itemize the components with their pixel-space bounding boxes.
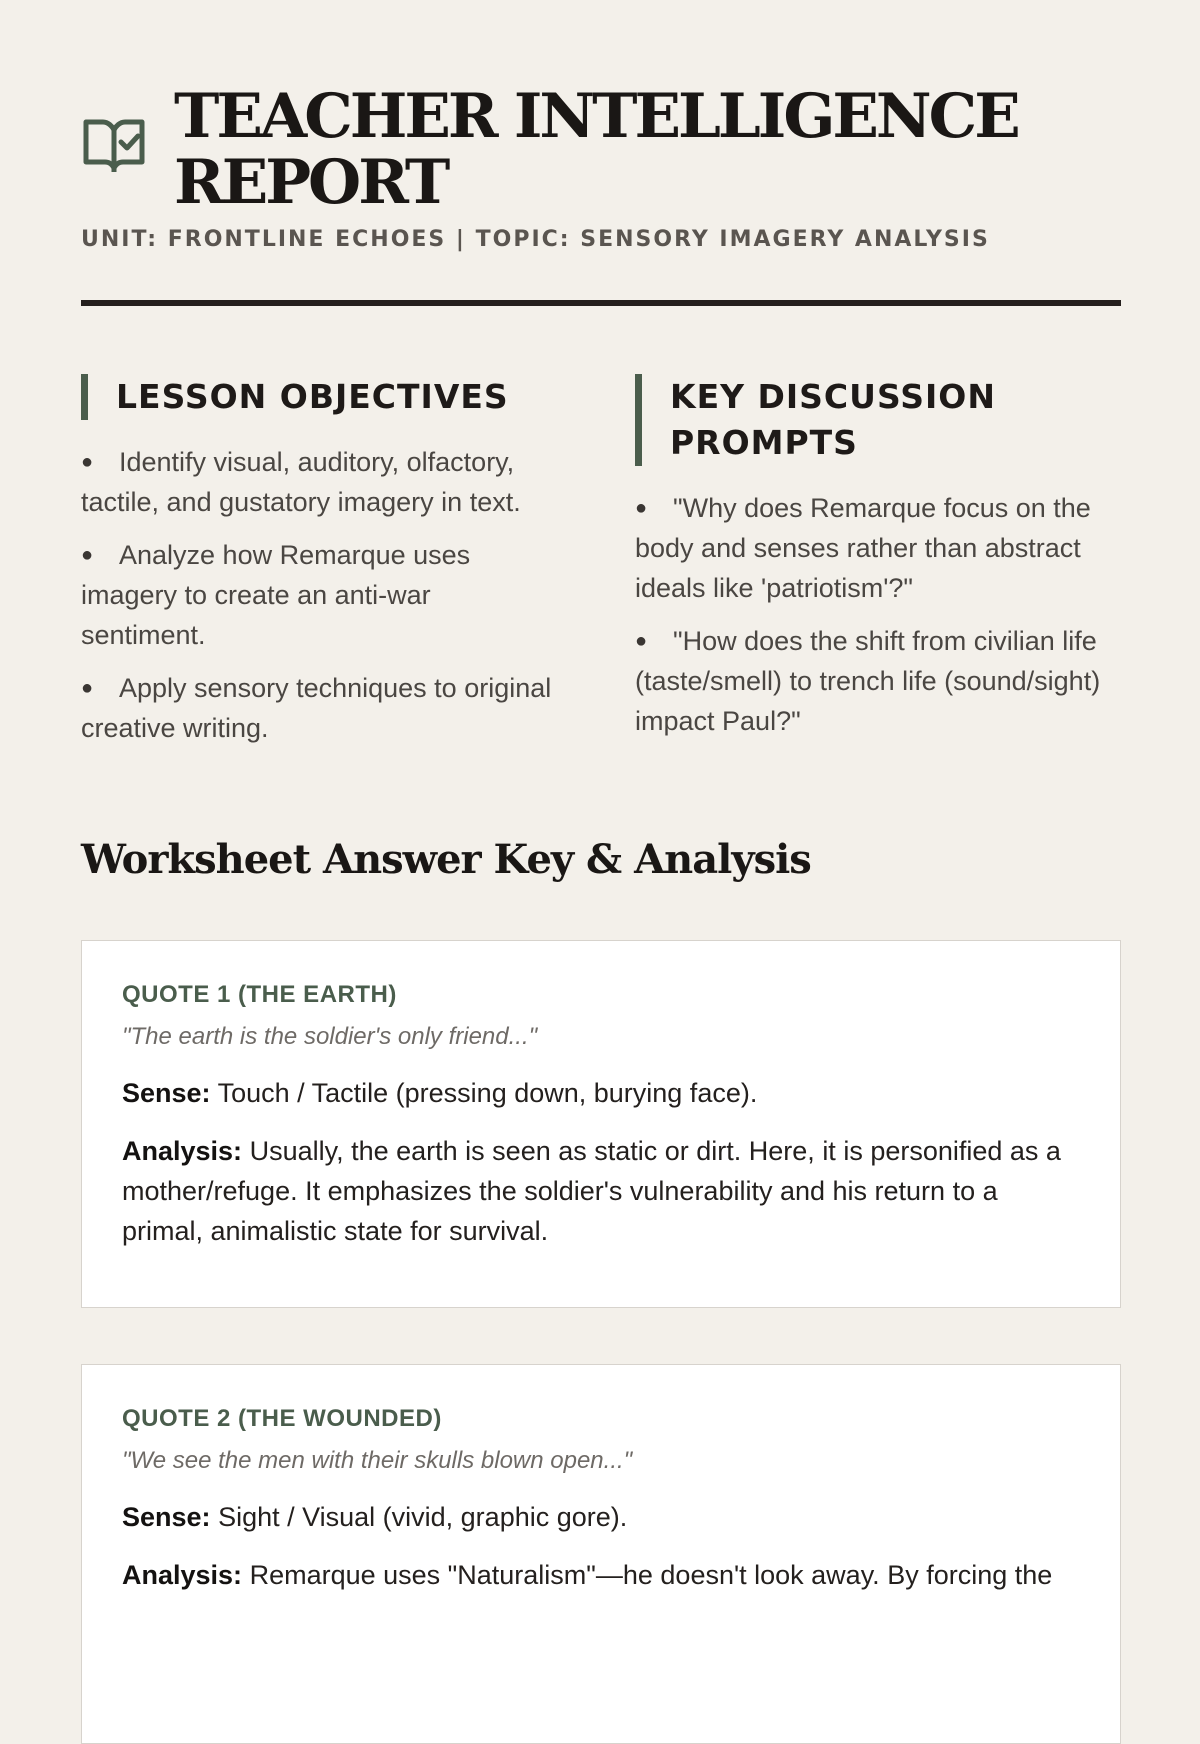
lesson-objectives-list [81, 442, 561, 748]
bullet-icon: ● [635, 497, 648, 519]
page-title: TEACHER INTELLIGENCE REPORT [174, 81, 1018, 218]
analysis-label: Analysis: [122, 1560, 243, 1590]
list-item [81, 535, 561, 655]
header-divider [81, 300, 1121, 306]
objective-text: Apply sensory techniques to original creative writing. [81, 673, 552, 743]
discussion-prompts-list [635, 488, 1121, 741]
lesson-objectives-heading: LESSON OBJECTIVES [81, 374, 561, 420]
sense-line [122, 1497, 1080, 1537]
sense-label: Sense: [122, 1078, 211, 1108]
quote-label: QUOTE 1 (THE EARTH) [122, 981, 397, 1008]
list-item [635, 621, 1121, 741]
quote-card [81, 1364, 1121, 1744]
sense-value: Sight / Visual (vivid, graphic gore). [218, 1502, 628, 1532]
bullet-icon: ● [81, 677, 94, 699]
list-item [81, 668, 561, 748]
analysis-value: Usually, the earth is seen as static or dirt. Here, it is personified as a mother/refuge. It emphasizes the soldier's vulnerability and his return to a primal, animalistic state for survival. [122, 1136, 1061, 1246]
answer-key-heading: Worksheet Answer Key & Analysis [81, 836, 811, 883]
quote-text: "The earth is the soldier's only friend..." [122, 1023, 538, 1050]
bullet-icon: ● [81, 451, 94, 473]
analysis-value: Remarque uses "Naturalism"—he doesn't look away. By forcing the [249, 1560, 1053, 1590]
unit-topic-subtitle: UNIT: FRONTLINE ECHOES | TOPIC: SENSORY IMAGERY ANALYSIS [81, 227, 990, 252]
prompt-text: "Why does Remarque focus on the body and senses rather than abstract ideals like 'patriotism'?" [635, 493, 1091, 603]
prompt-text: "How does the shift from civilian life (taste/smell) to trench life (sound/sight) impact Paul?" [635, 626, 1101, 736]
bullet-icon: ● [81, 544, 94, 566]
analysis-line [122, 1555, 1080, 1595]
objective-text: Analyze how Remarque uses imagery to create an anti-war sentiment. [81, 540, 471, 650]
analysis-label: Analysis: [122, 1136, 243, 1166]
lesson-objectives-section [81, 374, 561, 761]
bullet-icon: ● [635, 630, 648, 652]
book-check-icon [83, 116, 145, 176]
sense-label: Sense: [122, 1502, 211, 1532]
list-item [635, 488, 1121, 608]
objective-text: Identify visual, auditory, olfactory, tactile, and gustatory imagery in text. [81, 447, 521, 517]
sense-line [122, 1073, 1080, 1113]
discussion-prompts-heading: KEY DISCUSSION PROMPTS [635, 374, 1121, 466]
list-item [81, 442, 561, 522]
sense-value: Touch / Tactile (pressing down, burying face). [217, 1078, 758, 1108]
discussion-prompts-section [635, 374, 1121, 754]
quote-label: QUOTE 2 (THE WOUNDED) [122, 1405, 442, 1432]
quote-text: "We see the men with their skulls blown open..." [122, 1447, 633, 1474]
quote-card [81, 940, 1121, 1308]
analysis-line [122, 1131, 1080, 1251]
